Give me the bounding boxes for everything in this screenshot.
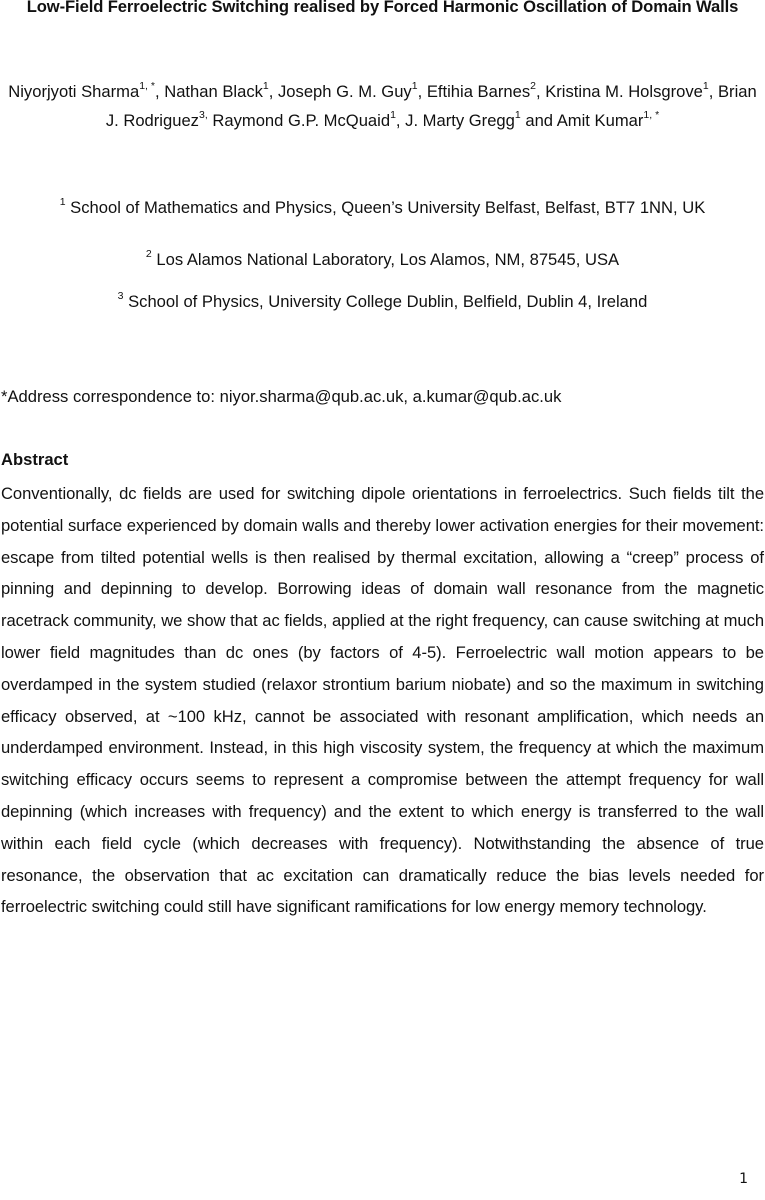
author: Raymond G.P. McQuaid$^1$: [212, 109, 396, 130]
author: Nathan Black$^1$: [164, 80, 269, 101]
author: Kristina M. Holsgrove$^1$: [545, 80, 709, 101]
author: Eftihia Barnes$^2$: [426, 80, 536, 101]
abstract-body: Conventionally, dc fields are used for switching dipole orientations in ferroelectrics. Such fields tilt the potential surface experienced by domain walls and thereby lower activation energies for their movement: escape from tilted potential wells is then realised by thermal excitation, allowing a “creep” process of pinning and depinning to develop. Borrowing ideas of domain wall resonance from the magnetic racetrack community, we show that ac fields, applied at the right frequency, can cause switching at much lower field magnitudes than dc ones (by factors of 4-5). Ferroelectric wall motion appears to be overdamped in the system studied (relaxor strontium barium niobate) and so the maximum in switching efficacy observed, at ~100 kHz, cannot be associated with resonant amplification, which needs an underdamped environment. Instead, in this high viscosity system, the frequency at which the maximum switching efficacy occurs seems to represent a compromise between the attempt frequency for wall depinning (which increases with frequency) and the extent to which energy is transferred to the wall within each field cycle (which decreases with frequency). Notwithstanding the absence of true resonance, the observation that ac excitation can dramatically reduce the bias levels needed for ferroelectric switching could still have significant ramifications for low energy memory technology.: [1, 484, 764, 917]
affiliation-2: $^2$ Los Alamos National Laboratory, Los Alamos, NM, 87545, USA: [145, 248, 620, 269]
page-number: 1: [739, 1171, 748, 1187]
author: Brian J. Rodriguez$^{3,}$: [105, 82, 757, 130]
paper-title: Low-Field Ferroelectric Switching realised by Forced Harmonic Oscillation of Domain Walls: [26, 0, 739, 16]
author-list: Niyorjyoti Sharma$^{1, *}$, Nathan Black$^1$, Joseph G. M. Guy$^1$, Eftihia Barnes$^2$, Kristina M. Holsgrove$^1$, Brian J. Rodriguez$^{3,}$ Raymond G.P. McQuaid$^1$, J. Marty Gregg$^1$ and Amit Kumar$^{1, *}$: [8, 80, 757, 130]
abstract-heading: Abstract: [1, 450, 69, 469]
correspondence-line: *Address correspondence to: niyor.sharma@qub.ac.uk, a.kumar@qub.ac.uk: [1, 387, 562, 406]
affiliation-3: $^3$ School of Physics, University College Dublin, Belfield, Dublin 4, Ireland: [117, 290, 648, 311]
affiliation-1: $^1$ School of Mathematics and Physics, Queen’s University Belfast, Belfast, BT7 1NN, UK: [59, 196, 706, 217]
author: Joseph G. M. Guy$^1$: [278, 80, 418, 101]
author: J. Marty Gregg$^1$: [405, 109, 521, 130]
author: Niyorjyoti Sharma$^{1, *}$: [8, 80, 155, 101]
author: Amit Kumar$^{1, *}$: [556, 109, 660, 130]
